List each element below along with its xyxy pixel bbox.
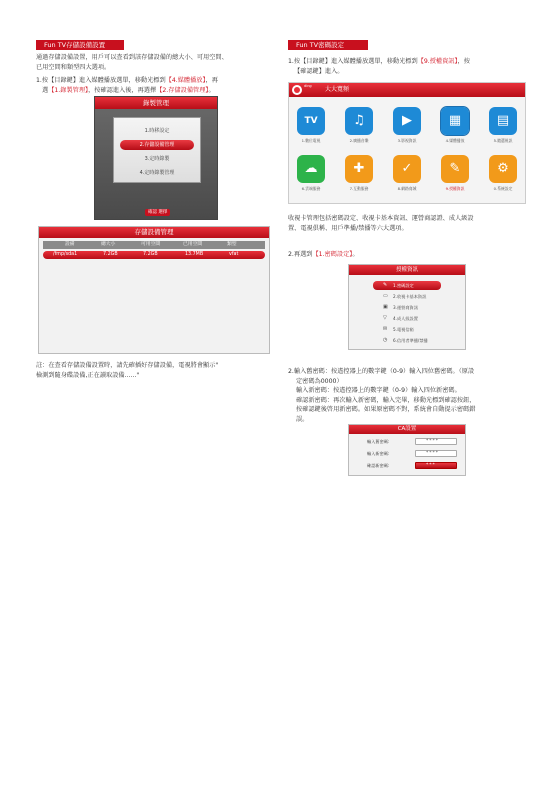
- auth-icon: ✎: [449, 161, 461, 176]
- old-password-field[interactable]: ****: [415, 438, 457, 445]
- step1-line: 1.按【目錄鍵】進入媒體播放選單，移動光標到【9.授權資訊】，按: [288, 58, 470, 65]
- step1-line: 選【1.錄製管理】，按確認進入後，再選擇【2.存儲設備管理】。: [42, 86, 215, 94]
- storage-title: 存儲設備管理: [39, 227, 269, 238]
- step1-line: 【確認鍵】進入。: [294, 67, 344, 75]
- clapper-tile[interactable]: [489, 107, 517, 135]
- auth-menu-label: 2.收視卡基本資訊: [393, 294, 427, 299]
- record-menu-item[interactable]: 4.定時錄製管理: [139, 170, 175, 176]
- auth-menu-label: 4.成人級設置: [393, 316, 418, 321]
- col-used: 已用空間: [183, 242, 203, 247]
- puzzle-icon: ✚: [353, 161, 365, 176]
- auth-menu-item[interactable]: [373, 325, 441, 334]
- auth-menu-screenshot: [348, 264, 466, 350]
- clapper-icon: ▤: [496, 113, 510, 128]
- auth-menu-label: 1.密碼設定: [393, 283, 414, 288]
- storage-table-row[interactable]: [43, 251, 265, 259]
- dashboard-header: [289, 83, 525, 97]
- step3-line: 確認新密碼：再次輸入新密碼，輸入完畢，移動光標到確認按鈕，: [296, 396, 476, 404]
- col-free: 可用空間: [141, 242, 161, 247]
- tv-icon: TV: [304, 116, 318, 126]
- storage-table-header: [43, 241, 265, 249]
- dashboard-title: 大大寬頻: [325, 86, 350, 93]
- shield-icon: ▽: [383, 315, 387, 321]
- old-password-row: [367, 437, 439, 446]
- password-step3: [288, 367, 538, 425]
- confirm-password-field[interactable]: ***: [415, 462, 457, 469]
- old-password-label: 輸入舊密碼:: [367, 439, 390, 444]
- film-icon: ▦: [448, 113, 462, 128]
- auth-menu-item[interactable]: [373, 303, 441, 312]
- cloud-tile[interactable]: [297, 155, 325, 183]
- step3-line: 定密碼為0000）: [296, 377, 343, 385]
- tile-label: 5.隨選視訊: [493, 138, 513, 143]
- storage-intro: [36, 53, 286, 72]
- auth-menu-title: 授權資訊: [349, 265, 465, 275]
- new-password-row: [367, 449, 439, 458]
- step3-line: 2.輸入舊密碼：按遙控器上的數字鍵（0-9）輸入四位舊密碼。（原設: [288, 368, 475, 375]
- auth-menu-item[interactable]: [373, 292, 441, 301]
- cell-free: 7.2GB: [143, 252, 158, 257]
- settings-tile[interactable]: [489, 155, 517, 183]
- tile-label: 1.數位電視: [301, 138, 321, 143]
- record-menu-item-selected[interactable]: 2.存儲設備管理: [120, 140, 194, 150]
- auth-menu-label: 3.運營商資訊: [393, 305, 418, 310]
- play-tile[interactable]: [393, 107, 421, 135]
- cell-total: 7.2GB: [103, 252, 118, 257]
- auth-menu-item[interactable]: [373, 336, 441, 345]
- tile-label: 0.系統設定: [493, 186, 513, 191]
- tv-tile[interactable]: [297, 107, 325, 135]
- cart-tile[interactable]: [393, 155, 421, 183]
- tile-label: 9.授權資訊: [445, 186, 465, 191]
- section-heading-password: Fun TV密碼設定: [288, 40, 368, 50]
- mail-icon: ✉: [383, 326, 388, 332]
- desc-line: 收視卡管理包括密碼設定、收視卡基本資訊、運營商認證、成人級設: [288, 215, 474, 222]
- dashboard-screenshot: [288, 82, 526, 204]
- step3-line: 輸入新密碼：按遙控器上的數字鍵（0-9）輸入四位新密碼。: [296, 387, 461, 395]
- record-menu-panel: [113, 117, 201, 183]
- step3-line: 誤。: [296, 415, 309, 423]
- record-menu-item[interactable]: 3.定時錄製: [144, 156, 170, 162]
- note-line: 註：在查看存儲設備設置時，請先確插好存儲設備，電視將會顯示": [36, 362, 219, 369]
- record-menu-title: 錄製管理: [95, 97, 217, 109]
- auth-tile[interactable]: [441, 155, 469, 183]
- card-icon: ▭: [383, 293, 388, 299]
- col-total: 總大小: [101, 242, 116, 247]
- tile-label: 6.雲端服務: [301, 186, 321, 191]
- logo-text: ding: [304, 84, 312, 88]
- col-device: 設備: [65, 242, 75, 247]
- auth-menu-label: 6.信用者準播/禁播: [393, 338, 428, 343]
- desc-line: 置、電視俱稱、用戶準播/禁播等六大選項。: [288, 224, 408, 232]
- password-step1: [288, 57, 538, 76]
- storage-step1: [36, 76, 286, 95]
- dashboard-tiles: [289, 97, 526, 204]
- step1-line: 1.按【目錄鍵】進入媒體播放選單，移動光標到【4.媒體播放】，再: [36, 77, 218, 84]
- section-heading-storage: Fun TV存儲設備設置: [36, 40, 124, 50]
- cell-type: vfat: [229, 252, 239, 257]
- auth-menu-item[interactable]: [373, 314, 441, 323]
- col-type: 類型: [227, 242, 237, 247]
- cell-device: /fmp/sda1: [53, 252, 78, 257]
- new-password-label: 輸入新密碼:: [367, 451, 390, 456]
- cell-used: 13.7MB: [185, 252, 204, 257]
- record-menu-item[interactable]: 1.時移設定: [144, 128, 170, 134]
- confirm-select-button[interactable]: 確認 選擇: [145, 209, 170, 216]
- auth-description: [288, 214, 538, 233]
- storage-note: [36, 361, 286, 380]
- settings-icon: ⚙: [497, 161, 509, 176]
- tile-label: 3.影視資訊: [397, 138, 417, 143]
- intro-line: 通過存儲設備設置，用戶可以查看到該存儲設備的總大小、可用空間、: [36, 54, 228, 61]
- password-step2: 2.再選到【1.密碼設定】。: [288, 251, 359, 258]
- cloud-icon: ☁: [304, 161, 318, 176]
- clock-icon: ◷: [383, 337, 388, 343]
- record-menu-screenshot: [94, 96, 218, 220]
- music-tile[interactable]: [345, 107, 373, 135]
- music-icon: ♫: [353, 113, 365, 128]
- tile-label: 7.互動服務: [349, 186, 369, 191]
- film-tile[interactable]: [441, 107, 469, 135]
- tile-label: 4.媒體播放: [445, 138, 465, 143]
- play-icon: ▶: [402, 113, 412, 128]
- storage-screenshot: [38, 226, 270, 354]
- note-line: 檢測到隨身碟設備,正在讀取設備......": [36, 371, 140, 379]
- operator-icon: ▣: [383, 304, 388, 310]
- new-password-field[interactable]: ****: [415, 450, 457, 457]
- pencil-icon: ✎: [383, 282, 388, 288]
- ca-dialog-screenshot: [348, 424, 466, 476]
- cart-icon: ✓: [401, 161, 413, 176]
- auth-menu-label: 5.電視信箱: [393, 327, 414, 332]
- tile-label: 2.廣播音樂: [349, 138, 369, 143]
- intro-line: 已用空間和類型四大選項。: [36, 63, 111, 71]
- confirm-password-row: [367, 461, 436, 470]
- tile-label: 8.網路商城: [397, 186, 417, 191]
- step3-line: 按確認鍵後啓用新密碼。如果原密碼不對，系統會自動提示密碼錯: [296, 406, 476, 414]
- confirm-password-label: 確認新密碼:: [367, 463, 390, 468]
- auth-menu-item[interactable]: [373, 281, 441, 290]
- puzzle-tile[interactable]: [345, 155, 373, 183]
- logo-icon: [292, 85, 302, 95]
- ca-dialog-title: CA設置: [349, 425, 465, 434]
